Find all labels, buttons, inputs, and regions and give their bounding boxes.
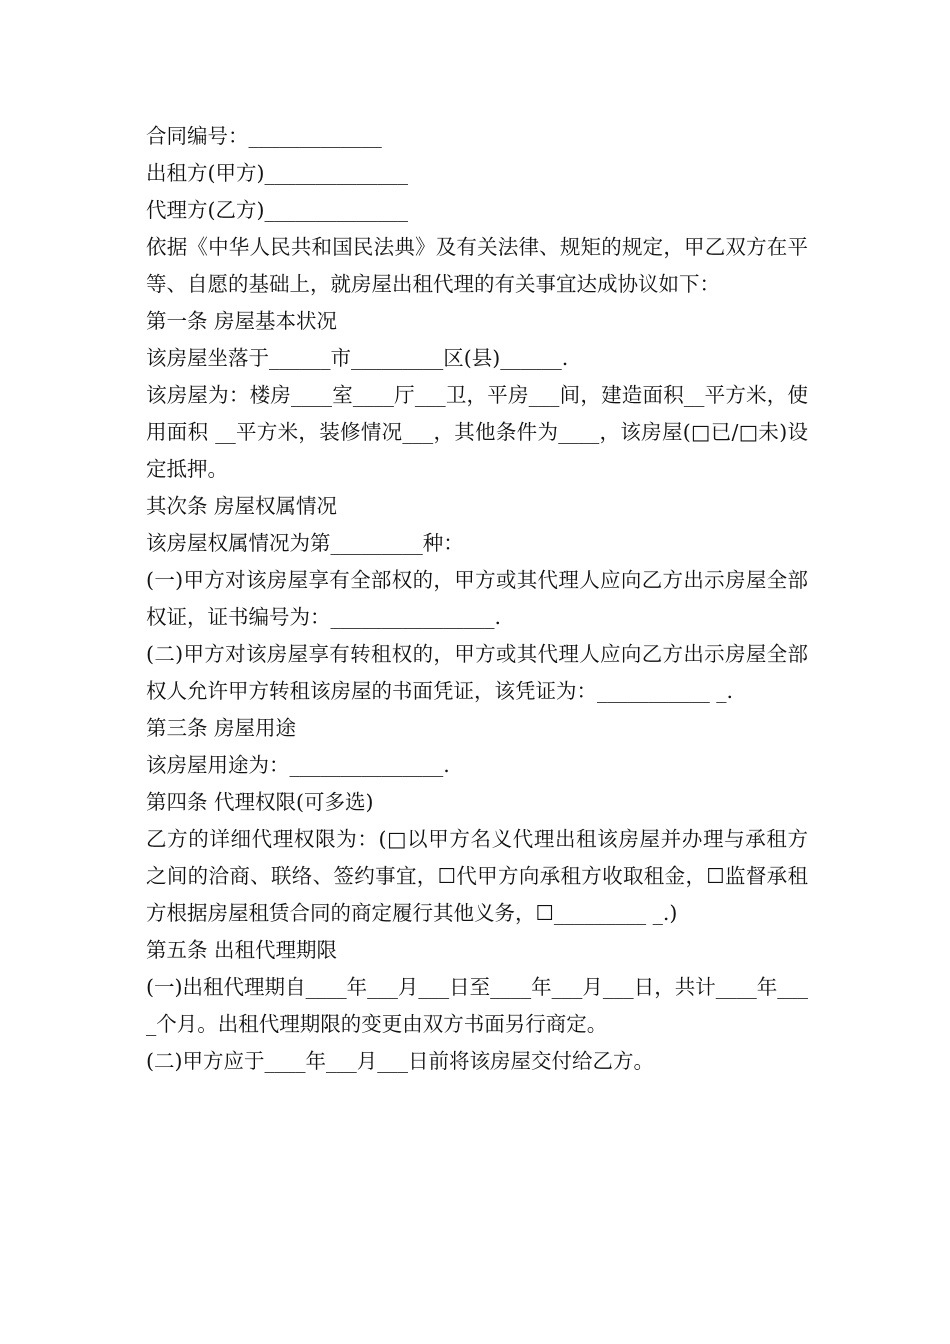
article-4-scope: 乙方的详细代理权限为：(□以甲方名义代理出租该房屋并办理与承租方之间的洽商、联络、签约事宜，☐代甲方向承租方收取租金，☐监督承租方根据房屋租赁合同的商定履行其他义务，☐_________ _.) [146,827,808,925]
article-2-kind: 该房屋权属情况为第_________种： [146,531,464,555]
article-2-title: 其次条 房屋权属情况 [146,494,338,518]
contract-page [146,118,808,1080]
article-1-detail: 该房屋为：楼房____室____厅___卫，平房___间，建造面积__平方米，使用面积 __平方米，装修情况___，其他条件为____，该房屋(□已/□未)设定抵押。 [146,383,808,481]
agent-party-line: 代理方(乙方)______________ [146,198,408,222]
article-1-title: 第一条 房屋基本状况 [146,309,338,333]
lessor-party-line: 出租方(甲方)______________ [146,161,408,185]
article-2-item-1: (一)甲方对该房屋享有全部权的，甲方或其代理人应向乙方出示房屋全部权证，证书编号为：________________. [146,568,808,629]
contract-number-line: 合同编号：_____________ [146,124,382,148]
article-1-location: 该房屋坐落于______市_________区(县)______. [146,346,569,370]
intro-paragraph: 依据《中华人民共和国民法典》及有关法律、规矩的规定，甲乙双方在平等、自愿的基础上，就房屋出租代理的有关事宜达成协议如下： [146,235,808,296]
article-3-title: 第三条 房屋用途 [146,716,297,740]
article-4-title: 第四条 代理权限(可多选) [146,790,374,814]
article-5-item-2: (二)甲方应于____年___月___日前将该房屋交付给乙方。 [146,1049,654,1073]
article-5-title: 第五条 出租代理期限 [146,938,338,962]
article-3-use: 该房屋用途为：_______________. [146,753,450,777]
article-2-item-2: (二)甲方对该房屋享有转租权的，甲方或其代理人应向乙方出示房屋全部权人允许甲方转租该房屋的书面凭证，该凭证为：___________ _. [146,642,808,703]
article-5-item-1: (一)出租代理期自____年___月___日至____年___月___日，共计____年____个月。出租代理期限的变更由双方书面另行商定。 [146,975,808,1036]
